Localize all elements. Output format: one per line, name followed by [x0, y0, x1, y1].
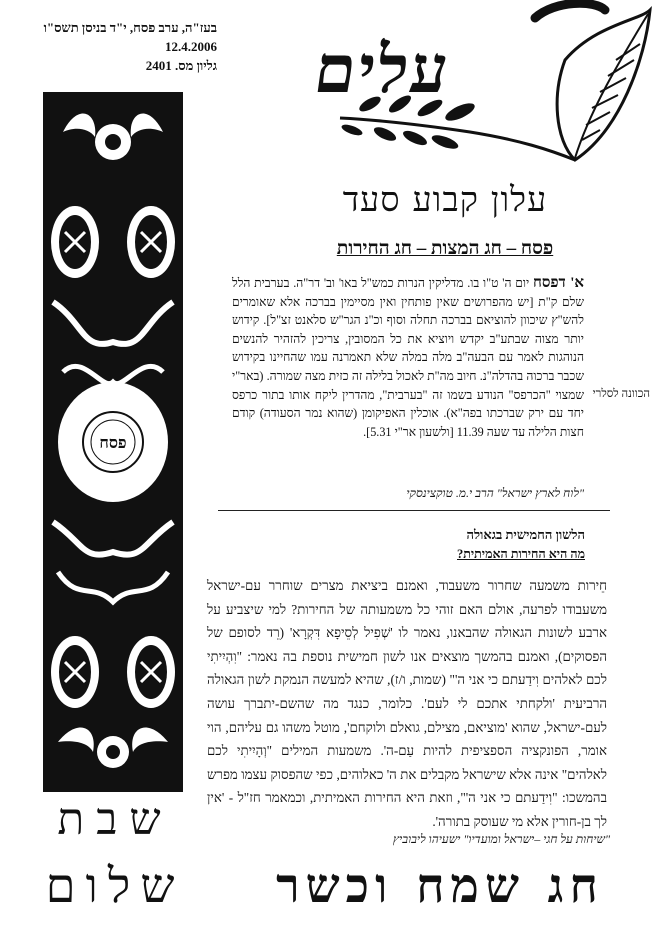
section-lead: א' דפסח: [532, 275, 584, 291]
holiday-greeting: חג שמח וכשר: [276, 858, 604, 914]
logo-title: עלים: [309, 30, 456, 108]
article-title: הלשון החמישית בגאולה: [466, 527, 585, 542]
issue-meta: [12, 18, 217, 75]
margin-note: הכוונה לסלרי: [592, 388, 650, 400]
hebrew-date: בעז"ה, ערב פסח, י"ד בניסן תשס"ו: [43, 20, 217, 35]
article-body: חֵירות משמעה שחרור משעבוד, ואמנם ביציאת מצרים שוחרר עם-ישראל משעבודו לפרעה, אולם האם זוהי כל משמעותה של החירות? למי שיצביע על ארבע לשונות הגאולה שהבאנו, נאמר לו 'שְׁפִיל לְסֵיפָא דִּקְרָא' (רֵד לסופם של הפסוקים), ואמנם בהמשך מוצאים אנו לשון חמישית נוספת בה נאמר: "וִהְיִיתִי לכם לאלהים וִידַעתם כי אני ה'" (שמות, ו/ז), שהיא למעשה הנמקת לשון הגאולה הרביעית 'ולקחתי אתכם לי לעם'. כלומר, כנגד מה שהשם-יתברך עושה לעם-ישראל, שהוא 'מוציאם, מצילם, גואלם ולוקחם', מוטל משהו גם עליהם, הוי אומר, הפונקציה הספציפית להיות עַם-ה'. משמעות המילים "וְהָיִיתִי לכם לאלהים" אינה אלא שישראל מקבלים את ה' כאלוהים, כפי שהפסוק עצמו מפרש בהמשכו: "וִידַעתם כי אני ה'", וזאת היא החירות האמיתית, וכמאמר חז"ל - 'אין לך בן-חורין אלא מי שעוסק בתורה'.: [207, 578, 607, 829]
section-body: יום ה' ט"ו בו. מדליקין הנרות כמש"ל באו' וב' דר"ה. בערבית הלל שלם ק"ת [יש מהפרושים שאין פותחין ואין מסיימין בברכה אלא שאומרים להש"ץ שיכוון להוציאם בברכה תחלה וסוף וכ"נ הגר"ש סלאנט זצ"ל]. קידוש יותר מצוה שבתע"ב יקדש ויוציא את כל המסובין, צריכין להזהיר להנשים הנוהגות לאמר עם הבעה"ב מלה במלה שלא תאמרנה עמו שהחיינו בקידוש שכבר ברכוה בהדלה"נ. חיוב מה"ת לאכול בלילה זה כזית מצה שמורה. (באר"י שמצוי "הכרפס" הנודע בשמו זה "בערבית", מהדרין ליקח אותו בתור כרפס יחד עם ירק שברכתו בפה"א). אוכלין האפיקומן (שהוא נמר הסעודה) קודם חצות הלילה עד שעה 11.39 [ולשעון אר"י 5.31].: [232, 276, 584, 439]
holiday-title: פסח – חג המצות – חג החירות: [336, 238, 554, 259]
newsletter-subtitle: עלון קבוע סעד: [342, 180, 548, 220]
seal-label: פסח: [99, 433, 127, 452]
passover-seal: [58, 382, 168, 502]
decorative-border: [43, 92, 183, 792]
issue-number: גליון מס. 2401: [145, 58, 217, 73]
article-subtitle: [235, 547, 585, 562]
shabbat-greeting: שבת: [57, 794, 173, 845]
source-credit: "לוח לארץ ישראל" הרב י.מ. טוקצינסקי: [406, 486, 584, 500]
gregorian-date: 12.4.2006: [165, 39, 217, 54]
section-divider: [218, 510, 610, 511]
article-subtitle-text: מה היא החירות האמיתית?: [457, 547, 585, 561]
holiday-laws-text: [232, 274, 584, 441]
article-credit: "שיחות על חגי –ישראל ומועדיו" ישעיהו ליבוביץ: [392, 832, 610, 846]
shalom-greeting: שלום: [45, 858, 185, 914]
